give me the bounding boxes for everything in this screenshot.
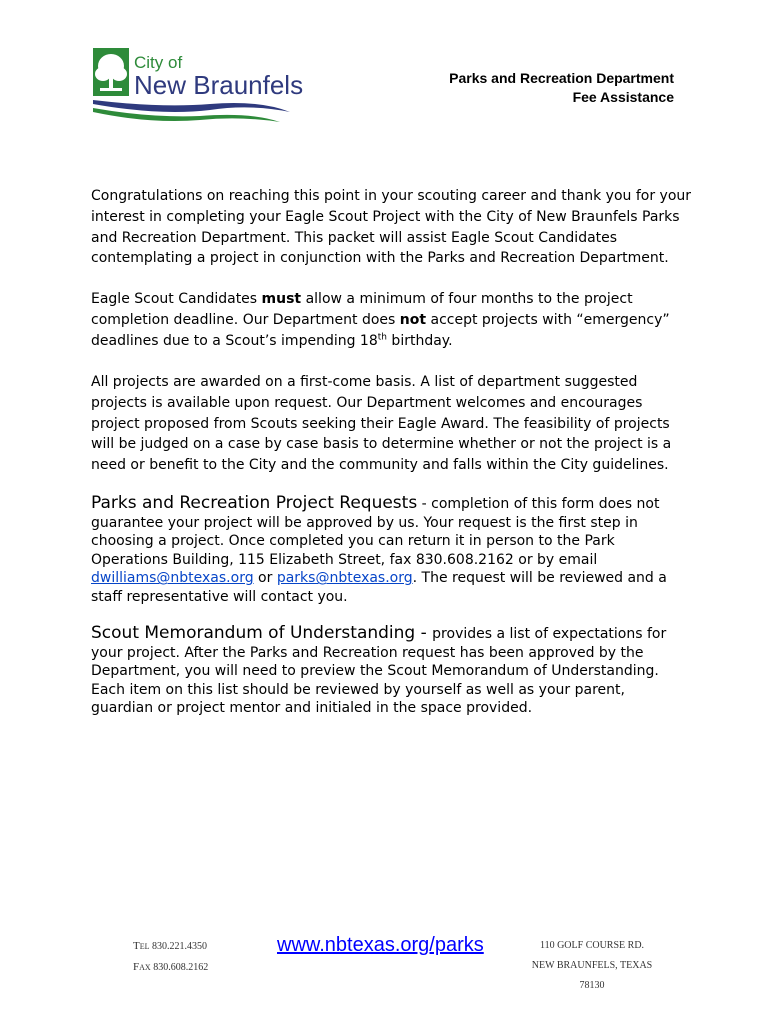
department-title: Parks and Recreation Department bbox=[449, 70, 674, 86]
requests-section-title: Parks and Recreation Project Requests bbox=[91, 493, 418, 513]
email-link-parks[interactable]: parks@nbtexas.org bbox=[276, 570, 413, 587]
tree-logo-icon bbox=[90, 46, 305, 126]
email-link-dwilliams[interactable]: dwilliams@nbtexas.org bbox=[91, 570, 254, 587]
footer-address bbox=[522, 936, 662, 996]
city-logo bbox=[90, 46, 305, 126]
logo-city-of: City of bbox=[134, 53, 183, 72]
document-subtitle: Fee Assistance bbox=[572, 89, 674, 105]
address-line-2: NEW BRAUNFELS, TEXAS 78130 bbox=[531, 960, 653, 991]
emphasis-must: must bbox=[261, 291, 302, 307]
document-header bbox=[449, 69, 674, 107]
memorandum-section: Scout Memorandum of Understanding - provides a list of expectations for your project. After the Parks and Recreation request has been approved by the Department, you will need to preview the Scout Memorandum of Understanding. Each item on this list should be reviewed by yourself as well as your parent, guardian or project mentor and initialed in the space provided. bbox=[91, 623, 667, 717]
footer-fax: FAX 830.608.2162 bbox=[133, 961, 209, 973]
footer-contact bbox=[133, 936, 208, 978]
memorandum-section-title: Scout Memorandum of Understanding - bbox=[91, 623, 433, 643]
deadline-paragraph: Eagle Scout Candidates must allow a minimum of four months to the project completion deadline. Our Department does not accept projects with “emergency” deadlines due to a Scout’s impending 18th birthday. bbox=[91, 291, 670, 349]
footer-tel: TEL 830.221.4350 bbox=[133, 940, 208, 952]
address-line-1: 110 GOLF COURSE RD. bbox=[539, 940, 645, 951]
logo-city-name: New Braunfels bbox=[134, 70, 304, 100]
requests-section: Parks and Recreation Project Requests - completion of this form does not guarantee your project will be approved by us. Your request is the first step in choosing a project. Once completed you can return it in person to the Park Operations Building, 115 Elizabeth Street, fax 830.608.2162 or by email dwilliams@nbtexas.org or parks@nbtexas.org. The request will be reviewed and a staff representative will contact you. bbox=[91, 493, 667, 605]
intro-paragraph: Congratulations on reaching this point in your scouting career and thank you for your interest in completing your Eagle Scout Project with the City of New Braunfels Parks and Recreation Department. This packet will assist Eagle Scout Candidates contemplating a project in conjunction with the Parks and Recreation Department. bbox=[91, 188, 692, 267]
emphasis-not: not bbox=[399, 311, 427, 328]
awarded-paragraph: All projects are awarded on a first-come basis. A list of department suggested projects is available upon request. Our Department welcomes and encourages project proposed from Scouts seeking their Eagle Award. The feasibility of projects will be judged on a case by case basis to determine whether or not the project is a need or benefit to the City and the community and falls within the City guidelines. bbox=[91, 374, 672, 474]
website-link[interactable]: www.nbtexas.org/parks bbox=[277, 934, 484, 956]
